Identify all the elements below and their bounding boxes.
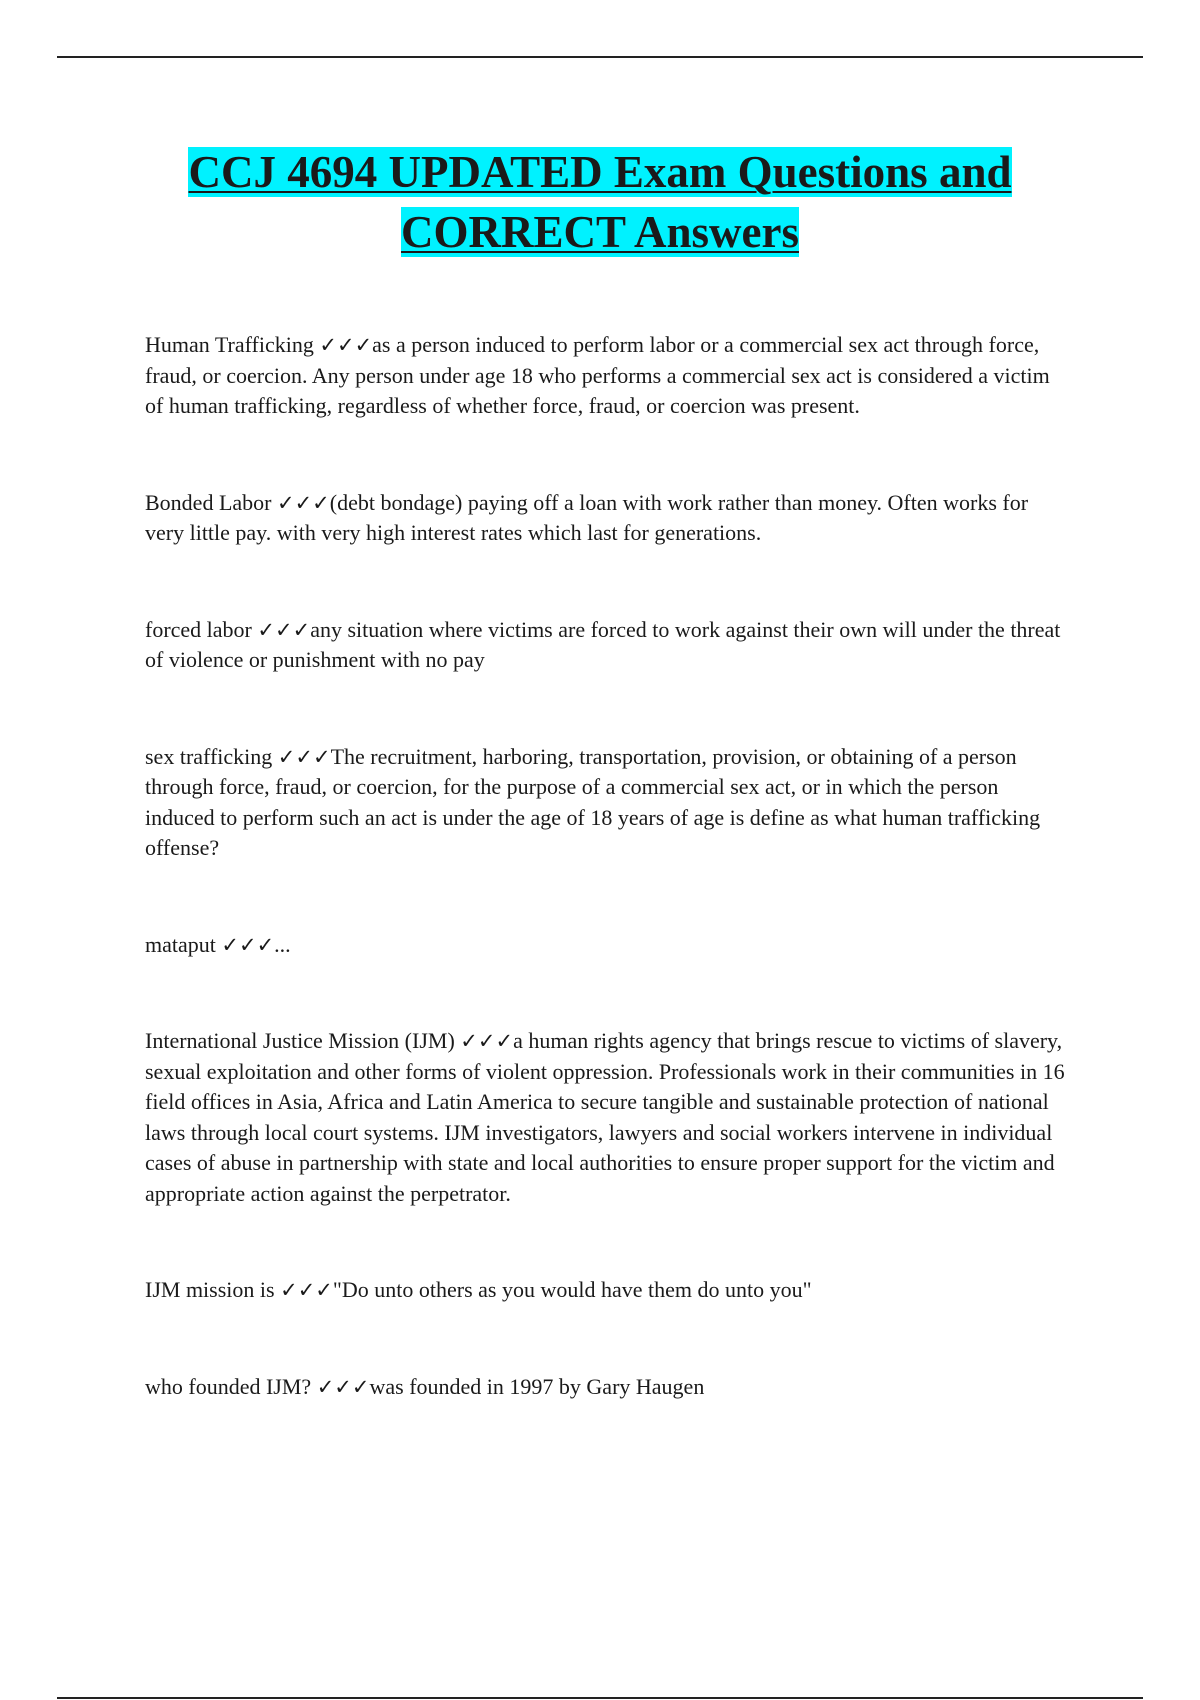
title-line-2: CORRECT Answers — [401, 207, 799, 257]
check-marks-icon: ✓✓✓ — [280, 1278, 333, 1302]
qa-term: forced labor — [145, 616, 258, 642]
check-marks-icon: ✓✓✓ — [257, 617, 311, 642]
qa-answer: ... — [274, 931, 291, 957]
check-marks-icon: ✓✓✓ — [276, 490, 330, 515]
qa-term: Human Trafficking — [145, 332, 320, 357]
qa-term: mataput — [145, 931, 222, 957]
qa-answer: any situation where victims are forced to work against their own will under the threat of violence or punishment with no pay — [145, 616, 1061, 672]
qa-answer: was founded in 1997 by Gary Haugen — [369, 1373, 705, 1399]
qa-term: who founded IJM? — [145, 1373, 317, 1399]
qa-answer: "Do unto others as you would have them do unto you" — [332, 1277, 812, 1302]
qa-term: sex trafficking — [145, 743, 278, 769]
check-marks-icon: ✓✓✓ — [277, 744, 331, 769]
check-marks-icon: ✓✓✓ — [221, 932, 275, 957]
qa-entry — [145, 330, 1065, 422]
qa-term: IJM mission is — [145, 1277, 281, 1302]
document-title — [130, 142, 1070, 262]
qa-list — [145, 330, 1065, 1402]
qa-entry — [145, 1275, 1065, 1306]
qa-term: Bonded Labor — [145, 489, 277, 515]
title-line-1: CCJ 4694 UPDATED Exam Questions and — [188, 147, 1012, 197]
qa-answer: as a person induced to perform labor or a commercial sex act through force, fraud, or coercion. Any person under age 18 who performs a commercial sex act is considered a victim of human trafficking, regardless of whether force, fraud, or coercion was present. — [145, 332, 1050, 418]
qa-term: International Justice Mission (IJM) — [145, 1028, 461, 1053]
check-marks-icon: ✓✓✓ — [319, 333, 373, 357]
qa-answer: The recruitment, harboring, transportation, provision, or obtaining of a person through force, fraud, or coercion, for the purpose of a commercial sex act, or in which the person induced to perform such an act is under the age of 18 years of age is define as what human trafficking offense? — [145, 743, 1041, 860]
qa-answer: a human rights agency that brings rescue to victims of slavery, sexual exploitation and other forms of violent oppression. Professionals work in their communities in 16 field offices in Asia, Africa and Latin America to secure tangible and sustainable protection of national laws through local court systems. IJM investigators, lawyers and social workers intervene in individual cases of abuse in partnership with state and local authorities to ensure proper support for the victim and appropriate action against the perpetrator. — [145, 1028, 1065, 1206]
footer-rule — [57, 1697, 1143, 1699]
check-marks-icon: ✓✓✓ — [316, 1374, 370, 1399]
check-marks-icon: ✓✓✓ — [460, 1029, 514, 1053]
header-rule — [57, 56, 1143, 58]
qa-entry — [145, 615, 1065, 676]
qa-entry — [145, 742, 1065, 864]
qa-entry — [145, 1372, 1065, 1403]
qa-answer: (debt bondage) paying off a loan with work rather than money. Often works for very little pay. with very high interest rates which last for generations. — [145, 489, 1029, 545]
qa-entry — [145, 488, 1065, 549]
qa-entry — [145, 930, 1065, 961]
qa-entry — [145, 1026, 1065, 1209]
